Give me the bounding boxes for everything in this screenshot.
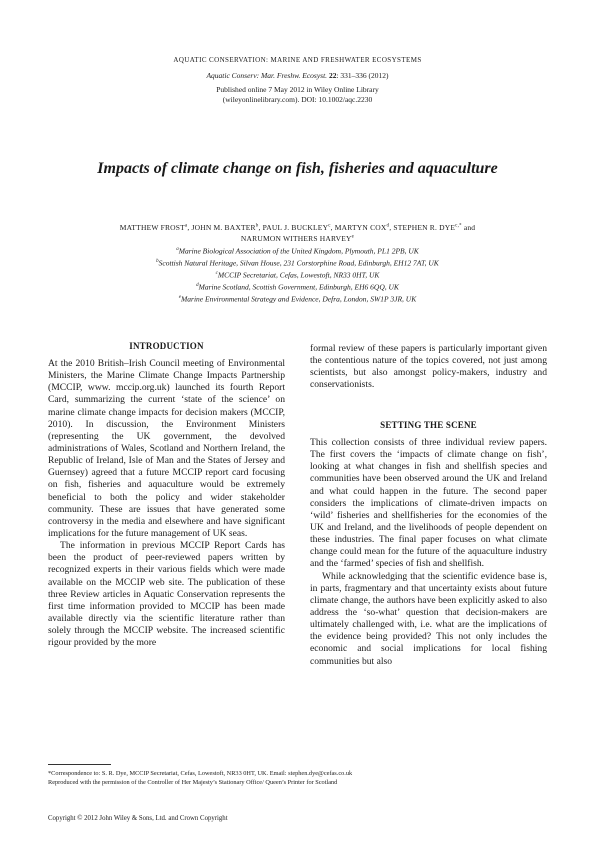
affiliation: $^d$Marine Scotland, Scottish Government, Edinburgh, EH6 6QQ, UK [196,282,399,292]
footnote-divider [48,764,111,765]
right-column-body [310,343,547,392]
citation-volume: 22 [328,71,337,80]
author: MATTHEW FROST$^a$, [119,222,192,232]
section-heading-introduction: INTRODUCTION [129,341,204,351]
published-line-2: (wileyonlinelibrary.com). DOI: 10.1002/aqc.2230 [222,94,373,104]
copyright-line: Copyright © 2012 John Wiley & Sons, Ltd. and Crown Copyright [48,815,228,822]
published-line-1: Published online 7 May 2012 in Wiley Online Library [216,85,379,94]
affiliation: $^e$Marine Environmental Strategy and Evidence, Defra, London, SW1P 3JR, UK [178,294,417,304]
journal-name: AQUATIC CONSERVATION: MARINE AND FRESHWATER ECOSYSTEMS [173,56,422,64]
author: MARTYN COX$^d$, [334,222,394,232]
footnotes [48,770,548,787]
affiliation: $^a$Marine Biological Association of the United Kingdom, Plymouth, PL1 2PB, UK [176,246,419,256]
author: STEPHEN R. $DYE^{c,*}$ and [393,222,476,232]
author: JOHN M. BAXTER$^b$, [191,222,263,232]
citation-abbrev: Aquatic Conserv: Mar. Freshw. Ecosyst. [206,71,328,80]
affiliation: $^b$Scottish Natural Heritage, Silvan House, 231 Corstorphine Road, Edinburgh, EH12 7AT, UK [156,258,439,268]
paragraph: At the 2010 British–Irish Council meeting of Environmental Ministers, the Marine Climate Change Impacts Partnership (MCCIP, www. mccip.org.uk) launched its fourth Report Card, summarizing the current ‘state of the science’ on marine climate change impacts for decision makers (MCCIP, 2010). In discussion, the Environment Ministers (representing the UK government, the devolved administrations of Wales, Scotland and Northern Ireland, the Republic of Ireland, Isle of Man and the States of Jersey and Guernsey) agreed that a future MCCIP report card focusing on fish, fisheries and aquaculture would be extremely beneficial to both the policy and wider stakeholder community. These are issues that have generated some controversy in the media and elsewhere and have significant implications for the future management of UK seas. [48,358,285,539]
right-column-body-2 [310,437,547,668]
left-column-body [48,358,285,649]
correspondence-note: *Correspondence to: S. R. Dye, MCCIP Secretariat, Cefas, Lowestoft, NR33 0HT, UK. Email: stephen.dye@cefas.co.uk [48,770,353,777]
affiliation: $^c$MCCIP Secretariat, Cefas, Lowestoft, NR33 0HT, UK [215,270,380,280]
citation-pages: : 331–336 (2012) [336,71,389,80]
paragraph: formal review of these papers is particularly important given the contentious nature of the topics covered, not just among scientists, but also amongst policy-makers, industry and conservationists. [310,343,547,391]
citation-line [0,71,595,80]
article-title: Impacts of climate change on fish, fisheries and aquaculture [97,160,498,177]
author-list [60,221,535,244]
paragraph: While acknowledging that the scientific evidence base is, in parts, fragmentary and that uncertainty exists about future climate change, the authors have been explicitly asked to also address the ‘so-what’ question that decision-makers are ultimately challenged with, i.e. what are the implications of the evidence being provided? This not only includes the economic and social implications for local fishing communities but also [310,570,547,667]
paragraph: The information in previous MCCIP Report Cards has been the product of peer-reviewed papers written by recognized experts in their various fields which were made available on the MCCIP web site. The publication of these three Review articles in Aquatic Conservation represents the first time information provided to MCCIP has been made available directly via the scientific literature rather than solely through the MCCIP website. The increased scientific rigour provided by the more [48,540,285,649]
section-heading-setting-the-scene: SETTING THE SCENE [380,420,477,430]
reproduction-note: Reproduced with the permission of the Controller of Her Majesty’s Stationary Office/ Queen’s Printer for Scotland [48,778,338,786]
author: NARUMON WITHERS HARVEY$^e$ [240,234,355,243]
publication-info [0,85,595,104]
paragraph: This collection consists of three individual review papers. The first covers the ‘impacts of climate change on fish’, looking at what changes in fish and shellfish species and communities have been observed around the UK and Ireland and what could happen in the future. The second paper considers the implications of climate-driven impacts on ‘wild’ fisheries and shellfisheries for the economies of the UK and Ireland, and the livelihoods of people dependent on these industries. The final paper focuses on what climate change could mean for the future of the aquaculture industry and the ‘farmed’ species of fish and shellfish. [310,437,547,570]
author: PAUL J. BUCKLEY$^c$, [262,222,335,232]
